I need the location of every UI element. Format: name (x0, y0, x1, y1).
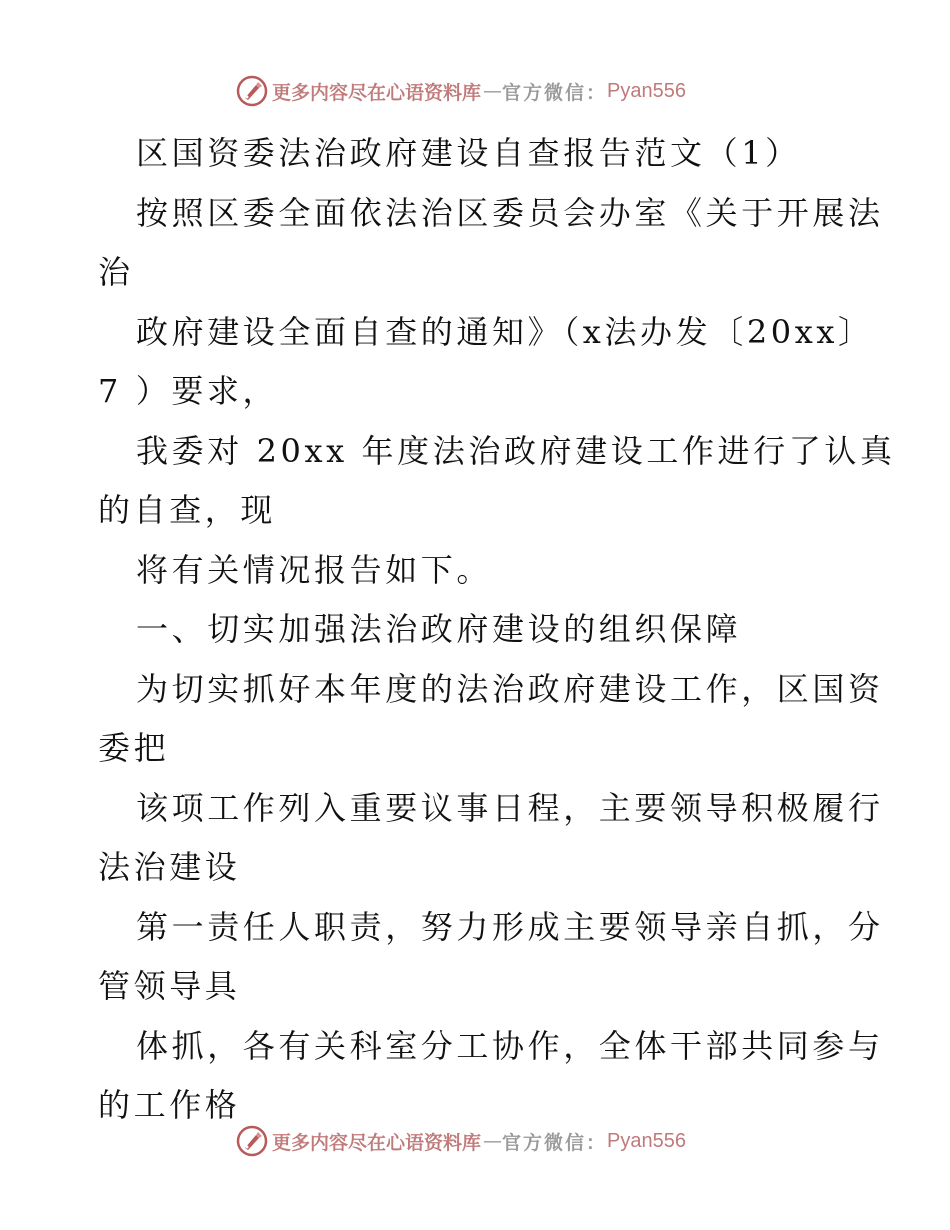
text-line: 法治建设 (98, 848, 241, 886)
text-line: 我委对 20xx 年度法治政府建设工作进行了认真 (136, 431, 896, 470)
text-line: 为切实抓好本年度的法治政府建设工作，区国资 (136, 669, 884, 708)
watermark-label: 官方微信： (502, 1131, 608, 1154)
text-line: 该项工作列入重要议事日程，主要领导积极履行 (136, 788, 884, 827)
text-line: 第一责任人职责，努力形成主要领导亲自抓，分 (136, 907, 884, 946)
watermark-main-text: 更多内容尽在心语资料库 (272, 1131, 482, 1154)
text-line: 体抓，各有关科室分工协作，全体干部共同参与 (136, 1026, 884, 1065)
watermark-separator: — (483, 80, 503, 102)
header-watermark (236, 74, 686, 108)
text-line: 将有关情况报告如下。 (136, 550, 493, 589)
document-body (98, 124, 896, 1136)
text-line: 的工作格 (98, 1086, 241, 1124)
pen-logo-icon (236, 1125, 268, 1157)
text-line: 政府建设全面自查的通知》（x法办发〔20xx〕 (136, 312, 874, 351)
text-line: 管领导具 (98, 967, 241, 1005)
section-heading: 一、切实加强法治政府建设的组织保障 (136, 610, 742, 648)
watermark-main-text: 更多内容尽在心语资料库 (272, 81, 482, 104)
text-line: 委把 (98, 729, 170, 767)
text-line: 治 (98, 253, 134, 291)
text-line: 按照区委全面依法治区委员会办室《关于开展法 (136, 193, 884, 232)
document-title: 区国资委法治政府建设自查报告范文（1） (136, 134, 801, 172)
pen-logo-icon (236, 75, 268, 107)
watermark-separator: — (483, 1130, 503, 1152)
text-line: 的自查，现 (98, 491, 277, 529)
watermark-label: 官方微信： (502, 81, 608, 104)
text-line: 7 ）要求， (98, 372, 279, 410)
watermark-wechat-id: Pyan556 (607, 79, 686, 102)
watermark-wechat-id: Pyan556 (607, 1129, 686, 1152)
footer-watermark (236, 1124, 686, 1158)
